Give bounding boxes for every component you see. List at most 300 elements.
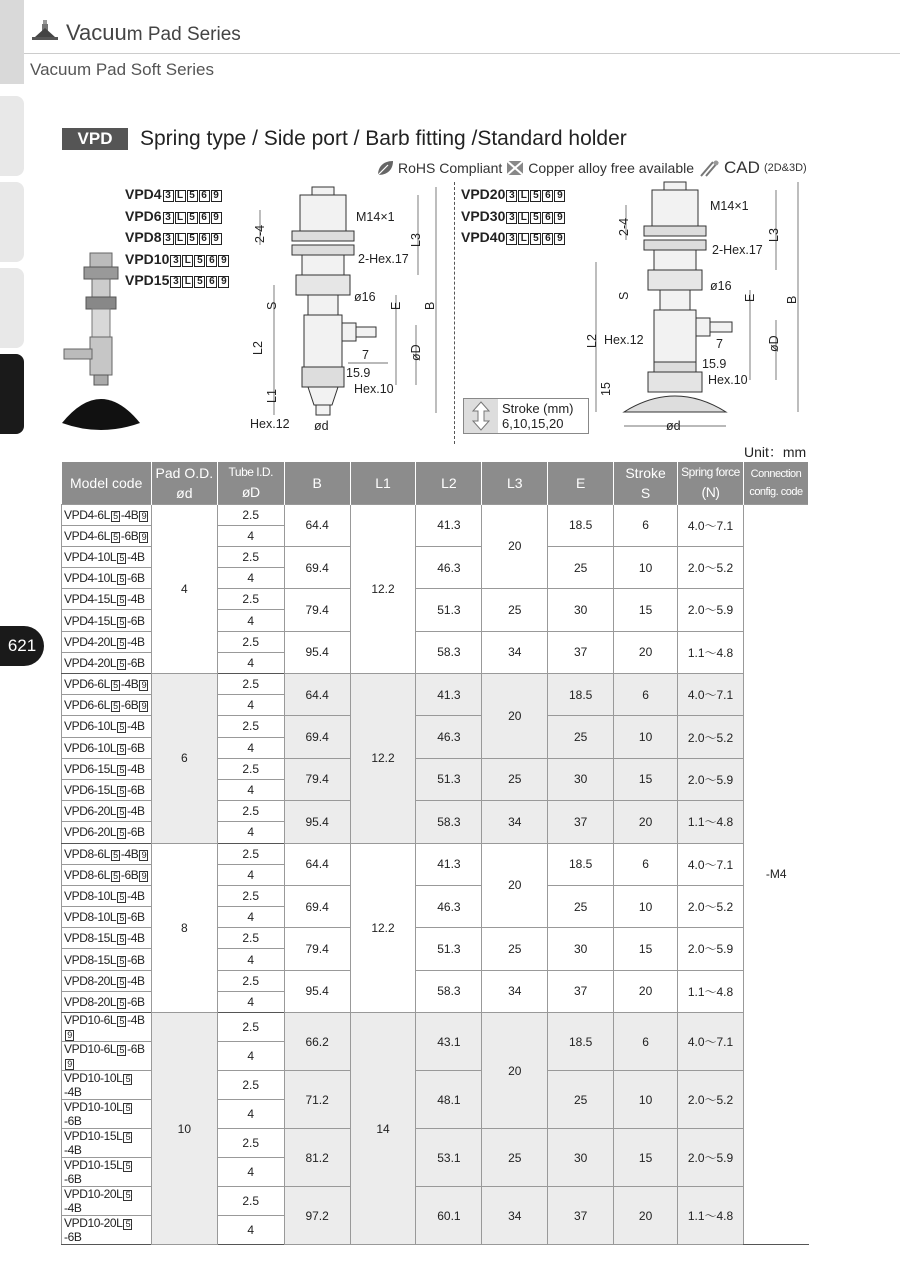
model-code-cell: VPD10-10L 5-4B bbox=[62, 1071, 152, 1100]
l3-cell: 20 bbox=[482, 504, 548, 589]
pad-od-cell: 6 bbox=[151, 674, 217, 844]
table-row bbox=[62, 1013, 809, 1042]
option-box: 5 bbox=[117, 956, 126, 967]
model-code-cell: VPD6-15L 5 -4B bbox=[62, 758, 152, 779]
model-code-cell: VPD8-20L 5 -6B bbox=[62, 991, 152, 1012]
option-box: 9 bbox=[139, 532, 148, 543]
th-tube: Tube I.D. øD bbox=[217, 462, 284, 504]
stroke-cell: 6 bbox=[614, 1013, 678, 1071]
series-title-a: Vacuu bbox=[66, 20, 127, 45]
l1-cell: 12.2 bbox=[350, 504, 416, 674]
option-box: L bbox=[518, 190, 529, 202]
option-box: 3 bbox=[163, 233, 174, 245]
model-code: VPD8 bbox=[125, 229, 162, 245]
option-box: 9 bbox=[218, 276, 229, 288]
option-box: 3 bbox=[506, 212, 517, 224]
spring-force-cell: 2.0～5.9 bbox=[678, 928, 744, 970]
l3-cell: 34 bbox=[482, 631, 548, 673]
e-cell: 18.5 bbox=[548, 504, 614, 546]
dim-s: S bbox=[265, 301, 279, 310]
e-cell: 18.5 bbox=[548, 674, 614, 716]
l3-cell: 34 bbox=[482, 801, 548, 843]
pad-od-cell: 10 bbox=[151, 1013, 217, 1245]
model-code: VPD6 bbox=[125, 207, 162, 224]
tube-id-cell: 4 bbox=[217, 1042, 284, 1071]
tube-id-cell: 4 bbox=[217, 568, 284, 589]
tube-id-cell: 2.5 bbox=[217, 1187, 284, 1216]
option-box: 3 bbox=[170, 255, 181, 267]
spring-force-cell: 4.0～7.1 bbox=[678, 843, 744, 885]
dim-15-9: 15.9 bbox=[346, 366, 371, 380]
option-box: 9 bbox=[139, 850, 148, 861]
spring-force-cell: 2.0～5.2 bbox=[678, 1071, 744, 1129]
option-box: 5 bbox=[117, 1016, 126, 1027]
option-box: 5 bbox=[123, 1103, 132, 1114]
l2-cell: 60.1 bbox=[416, 1187, 482, 1245]
dim-m14: M14×1 bbox=[710, 199, 749, 213]
option-box: 5 bbox=[187, 190, 198, 202]
option-box: 6 bbox=[542, 233, 553, 245]
option-box: 9 bbox=[211, 212, 222, 224]
th-model: Model code bbox=[62, 462, 152, 504]
b-cell: 64.4 bbox=[284, 843, 350, 885]
table-row bbox=[62, 674, 809, 695]
model-code-cell: VPD10-15L 5-4B bbox=[62, 1129, 152, 1158]
option-box: 9 bbox=[554, 212, 565, 224]
tube-id-cell: 4 bbox=[217, 1100, 284, 1129]
pad-od-cell: 4 bbox=[151, 504, 217, 674]
model-code-cell: VPD6-15L 5 -6B bbox=[62, 779, 152, 800]
copper-label: Copper alloy free available bbox=[528, 160, 695, 176]
option-box: 5 bbox=[117, 722, 126, 733]
option-box: 5 bbox=[187, 212, 198, 224]
option-box: 3 bbox=[170, 276, 181, 288]
option-box: 3 bbox=[163, 212, 174, 224]
drawing-right bbox=[585, 180, 810, 435]
dim-dD: øD bbox=[767, 335, 781, 352]
model-line bbox=[125, 184, 229, 206]
b-cell: 79.4 bbox=[284, 589, 350, 631]
model-code-cell: VPD6-6L 5 -6B 9 bbox=[62, 695, 152, 716]
l1-cell: 12.2 bbox=[350, 674, 416, 844]
option-box: 9 bbox=[211, 190, 222, 202]
model-code-cell: VPD10-20L 5-6B bbox=[62, 1216, 152, 1245]
model-code-cell: VPD8-15L 5 -6B bbox=[62, 949, 152, 970]
l2-cell: 41.3 bbox=[416, 843, 482, 885]
option-box: 5 bbox=[111, 871, 120, 882]
e-cell: 18.5 bbox=[548, 843, 614, 885]
model-list-right bbox=[461, 184, 565, 249]
option-box: 5 bbox=[111, 701, 120, 712]
b-cell: 95.4 bbox=[284, 631, 350, 673]
option-box: 5 bbox=[123, 1074, 132, 1085]
dim-7: 7 bbox=[716, 337, 723, 351]
model-code-cell: VPD10-6L 5 -4B9 bbox=[62, 1013, 152, 1042]
tube-id-cell: 4 bbox=[217, 610, 284, 631]
model-code-cell: VPD8-15L 5 -4B bbox=[62, 928, 152, 949]
b-cell: 64.4 bbox=[284, 504, 350, 546]
e-cell: 25 bbox=[548, 546, 614, 588]
model-code-cell: VPD10-20L 5-4B bbox=[62, 1187, 152, 1216]
model-code: VPD40 bbox=[461, 229, 506, 245]
model-code-cell: VPD8-6L 5 -4B 9 bbox=[62, 843, 152, 864]
l2-cell: 51.3 bbox=[416, 928, 482, 970]
tube-id-cell: 2.5 bbox=[217, 843, 284, 864]
option-box: 5 bbox=[111, 850, 120, 861]
e-cell: 25 bbox=[548, 1071, 614, 1129]
page-number: 621 bbox=[0, 626, 44, 666]
tube-id-cell: 2.5 bbox=[217, 801, 284, 822]
stroke-arrow-icon bbox=[464, 399, 498, 433]
model-line bbox=[461, 184, 565, 206]
product-photo bbox=[54, 245, 144, 435]
b-cell: 97.2 bbox=[284, 1187, 350, 1245]
l2-cell: 51.3 bbox=[416, 589, 482, 631]
e-cell: 30 bbox=[548, 928, 614, 970]
tube-id-cell: 4 bbox=[217, 525, 284, 546]
stroke-cell: 20 bbox=[614, 1187, 678, 1245]
stroke-cell: 10 bbox=[614, 716, 678, 758]
series-title bbox=[30, 20, 241, 46]
tube-id-cell: 2.5 bbox=[217, 589, 284, 610]
th-l2: L2 bbox=[416, 462, 482, 504]
option-box: 6 bbox=[542, 190, 553, 202]
option-box: 9 bbox=[554, 190, 565, 202]
vacuum-pad-icon bbox=[30, 20, 60, 46]
spring-force-cell: 4.0～7.1 bbox=[678, 674, 744, 716]
option-box: 5 bbox=[194, 276, 205, 288]
model-code: VPD4 bbox=[125, 186, 162, 202]
spring-force-cell: 1.1～4.8 bbox=[678, 1187, 744, 1245]
tube-id-cell: 2.5 bbox=[217, 885, 284, 906]
dim-d: ød bbox=[314, 419, 329, 433]
model-code-cell: VPD4-10L 5 -4B bbox=[62, 546, 152, 567]
tube-id-cell: 2.5 bbox=[217, 504, 284, 525]
model-line bbox=[461, 227, 565, 249]
side-tab-2[interactable] bbox=[0, 182, 24, 262]
b-cell: 95.4 bbox=[284, 801, 350, 843]
dim-b: B bbox=[785, 295, 799, 304]
option-box: L bbox=[518, 233, 529, 245]
spring-force-cell: 2.0～5.2 bbox=[678, 885, 744, 927]
stroke-label: Stroke (mm) bbox=[502, 401, 574, 416]
tube-id-cell: 2.5 bbox=[217, 1071, 284, 1100]
connection-cell: -M4 bbox=[743, 504, 808, 1245]
stroke-cell: 10 bbox=[614, 546, 678, 588]
l2-cell: 48.1 bbox=[416, 1071, 482, 1129]
drawing-left bbox=[248, 185, 448, 435]
tube-id-cell: 2.5 bbox=[217, 1013, 284, 1042]
b-cell: 64.4 bbox=[284, 674, 350, 716]
option-box: 3 bbox=[506, 233, 517, 245]
option-box: 5 bbox=[117, 977, 126, 988]
b-cell: 71.2 bbox=[284, 1071, 350, 1129]
tube-id-cell: 2.5 bbox=[217, 631, 284, 652]
option-box: 3 bbox=[163, 190, 174, 202]
model-code-cell: VPD4-20L 5 -4B bbox=[62, 631, 152, 652]
e-cell: 37 bbox=[548, 631, 614, 673]
stroke-cell: 15 bbox=[614, 1129, 678, 1187]
l3-cell: 20 bbox=[482, 843, 548, 928]
spring-force-cell: 2.0～5.2 bbox=[678, 546, 744, 588]
l3-cell: 20 bbox=[482, 1013, 548, 1129]
option-box: L bbox=[518, 212, 529, 224]
dim-2-4: 2-4 bbox=[617, 217, 631, 236]
option-box: 6 bbox=[199, 190, 210, 202]
b-cell: 66.2 bbox=[284, 1013, 350, 1071]
option-box: 5 bbox=[117, 998, 126, 1009]
option-box: 6 bbox=[206, 276, 217, 288]
option-box: 5 bbox=[530, 212, 541, 224]
copper-free-icon bbox=[506, 160, 524, 176]
tube-id-cell: 2.5 bbox=[217, 970, 284, 991]
option-box: L bbox=[175, 212, 186, 224]
option-box: 5 bbox=[117, 913, 126, 924]
stroke-cell: 6 bbox=[614, 843, 678, 885]
option-box: 5 bbox=[117, 1045, 126, 1056]
model-code-cell: VPD8-10L 5 -6B bbox=[62, 907, 152, 928]
model-code-cell: VPD6-20L 5 -6B bbox=[62, 822, 152, 843]
option-box: 5 bbox=[530, 233, 541, 245]
b-cell: 69.4 bbox=[284, 546, 350, 588]
option-box: 6 bbox=[206, 255, 217, 267]
stroke-cell: 6 bbox=[614, 674, 678, 716]
rohs-label: RoHS Compliant bbox=[398, 160, 503, 176]
stroke-cell: 15 bbox=[614, 928, 678, 970]
e-cell: 37 bbox=[548, 1187, 614, 1245]
model-code-cell: VPD8-6L 5 -6B 9 bbox=[62, 864, 152, 885]
th-e: E bbox=[548, 462, 614, 504]
option-box: 5 bbox=[123, 1161, 132, 1172]
dim-7: 7 bbox=[362, 348, 369, 362]
option-box: 5 bbox=[117, 807, 126, 818]
model-code-cell: VPD4-6L 5 -6B 9 bbox=[62, 525, 152, 546]
e-cell: 30 bbox=[548, 1129, 614, 1187]
option-box: 5 bbox=[117, 595, 126, 606]
option-box: 6 bbox=[199, 233, 210, 245]
option-box: 9 bbox=[139, 680, 148, 691]
l3-cell: 25 bbox=[482, 758, 548, 800]
e-cell: 30 bbox=[548, 758, 614, 800]
l2-cell: 46.3 bbox=[416, 885, 482, 927]
l2-cell: 51.3 bbox=[416, 758, 482, 800]
spring-force-cell: 2.0～5.9 bbox=[678, 1129, 744, 1187]
option-box: 5 bbox=[530, 190, 541, 202]
th-l1: L1 bbox=[350, 462, 416, 504]
model-code-cell: VPD6-10L 5 -4B bbox=[62, 716, 152, 737]
stroke-cell: 20 bbox=[614, 970, 678, 1012]
dim-hex10: Hex.10 bbox=[708, 373, 748, 387]
spring-force-cell: 2.0～5.9 bbox=[678, 589, 744, 631]
cad-note: (2D&3D) bbox=[763, 162, 807, 174]
spring-force-cell: 2.0～5.2 bbox=[678, 716, 744, 758]
spring-force-cell: 2.0～5.9 bbox=[678, 758, 744, 800]
tube-id-cell: 4 bbox=[217, 652, 284, 673]
product-badge: VPD bbox=[62, 128, 128, 150]
dim-d16: ø16 bbox=[710, 279, 732, 293]
l2-cell: 58.3 bbox=[416, 970, 482, 1012]
model-code-cell: VPD8-20L 5 -4B bbox=[62, 970, 152, 991]
tube-id-cell: 2.5 bbox=[217, 928, 284, 949]
option-box: 5 bbox=[117, 574, 126, 585]
dim-s: S bbox=[617, 291, 631, 300]
option-box: 9 bbox=[139, 871, 148, 882]
l3-cell: 20 bbox=[482, 674, 548, 759]
l2-cell: 43.1 bbox=[416, 1013, 482, 1071]
stroke-cell: 15 bbox=[614, 758, 678, 800]
spring-force-cell: 4.0～7.1 bbox=[678, 1013, 744, 1071]
table-row bbox=[62, 843, 809, 864]
table-row bbox=[62, 504, 809, 525]
option-box: 5 bbox=[123, 1190, 132, 1201]
tube-id-cell: 4 bbox=[217, 1158, 284, 1187]
spring-force-cell: 4.0～7.1 bbox=[678, 504, 744, 546]
option-box: 5 bbox=[117, 659, 126, 670]
model-code-cell: VPD4-6L 5 -4B 9 bbox=[62, 504, 152, 525]
tube-id-cell: 4 bbox=[217, 695, 284, 716]
dim-hex17: 2-Hex.17 bbox=[358, 252, 409, 266]
dim-l1: L1 bbox=[265, 389, 279, 403]
option-box: 5 bbox=[117, 744, 126, 755]
option-box: 5 bbox=[117, 892, 126, 903]
dim-l2: L2 bbox=[585, 334, 599, 348]
model-code-cell: VPD10-15L 5-6B bbox=[62, 1158, 152, 1187]
dim-hex12: Hex.12 bbox=[604, 333, 644, 347]
e-cell: 25 bbox=[548, 885, 614, 927]
b-cell: 81.2 bbox=[284, 1129, 350, 1187]
l1-cell: 14 bbox=[350, 1013, 416, 1245]
dim-d16: ø16 bbox=[354, 290, 376, 304]
option-box: L bbox=[175, 190, 186, 202]
tube-id-cell: 4 bbox=[217, 822, 284, 843]
option-box: 9 bbox=[218, 255, 229, 267]
tube-id-cell: 2.5 bbox=[217, 716, 284, 737]
stroke-cell: 6 bbox=[614, 504, 678, 546]
stroke-cell: 10 bbox=[614, 1071, 678, 1129]
cad-label: CAD bbox=[724, 158, 760, 177]
tube-id-cell: 4 bbox=[217, 991, 284, 1012]
e-cell: 37 bbox=[548, 970, 614, 1012]
l2-cell: 46.3 bbox=[416, 716, 482, 758]
model-code-cell: VPD10-6L 5 -6B9 bbox=[62, 1042, 152, 1071]
th-pad: Pad O.D. ød bbox=[151, 462, 217, 504]
option-box: 6 bbox=[199, 212, 210, 224]
e-cell: 25 bbox=[548, 716, 614, 758]
side-tab-active[interactable] bbox=[0, 354, 24, 434]
e-cell: 30 bbox=[548, 589, 614, 631]
option-box: 5 bbox=[117, 934, 126, 945]
option-box: 5 bbox=[187, 233, 198, 245]
side-tab-3[interactable] bbox=[0, 268, 24, 348]
tube-id-cell: 4 bbox=[217, 864, 284, 885]
dim-e: E bbox=[743, 293, 757, 302]
l2-cell: 46.3 bbox=[416, 546, 482, 588]
e-cell: 18.5 bbox=[548, 1013, 614, 1071]
tube-id-cell: 2.5 bbox=[217, 1129, 284, 1158]
leaf-icon bbox=[376, 160, 394, 176]
series-subtitle: Vacuum Pad Soft Series bbox=[30, 60, 214, 79]
dim-15: 15 bbox=[599, 382, 613, 396]
tube-id-cell: 2.5 bbox=[217, 674, 284, 695]
model-code: VPD15 bbox=[125, 272, 170, 288]
model-code-cell: VPD4-20L 5 -6B bbox=[62, 652, 152, 673]
spring-force-cell: 1.1～4.8 bbox=[678, 970, 744, 1012]
option-box: 6 bbox=[542, 212, 553, 224]
spring-force-cell: 1.1～4.8 bbox=[678, 631, 744, 673]
th-spring: Spring force (N) bbox=[678, 462, 744, 504]
model-line bbox=[461, 206, 565, 228]
unit-label: Unit：mm bbox=[744, 444, 807, 460]
tube-id-cell: 4 bbox=[217, 737, 284, 758]
option-box: L bbox=[175, 233, 186, 245]
l2-cell: 53.1 bbox=[416, 1129, 482, 1187]
option-box: 5 bbox=[117, 786, 126, 797]
pad-od-cell: 8 bbox=[151, 843, 217, 1013]
l2-cell: 58.3 bbox=[416, 631, 482, 673]
model-line bbox=[125, 206, 229, 228]
spring-force-cell: 1.1～4.8 bbox=[678, 801, 744, 843]
dim-dD: øD bbox=[409, 344, 423, 361]
option-box: L bbox=[182, 276, 193, 288]
model-code: VPD10 bbox=[125, 250, 170, 267]
model-code: VPD20 bbox=[461, 186, 506, 202]
b-cell: 79.4 bbox=[284, 758, 350, 800]
model-code-cell: VPD4-15L 5 -6B bbox=[62, 610, 152, 631]
dim-hex17: 2-Hex.17 bbox=[712, 243, 763, 257]
option-box: 9 bbox=[139, 511, 148, 522]
stroke-cell: 20 bbox=[614, 631, 678, 673]
dim-15-9: 15.9 bbox=[702, 357, 727, 371]
tube-id-cell: 4 bbox=[217, 949, 284, 970]
spec-table bbox=[61, 462, 809, 1245]
option-box: 5 bbox=[117, 617, 126, 628]
dim-l3: L3 bbox=[409, 233, 423, 247]
model-code: VPD30 bbox=[461, 207, 506, 224]
model-code-cell: VPD6-20L 5 -4B bbox=[62, 801, 152, 822]
dim-2-4: 2-4 bbox=[253, 224, 267, 243]
option-box: 5 bbox=[123, 1132, 132, 1143]
b-cell: 69.4 bbox=[284, 885, 350, 927]
l3-cell: 25 bbox=[482, 1129, 548, 1187]
option-box: L bbox=[182, 255, 193, 267]
header-divider bbox=[24, 53, 900, 54]
option-box: 3 bbox=[506, 190, 517, 202]
series-title-b: m Pad Series bbox=[126, 24, 241, 45]
option-box: 5 bbox=[111, 680, 120, 691]
dim-l2: L2 bbox=[251, 341, 265, 355]
side-tab-1[interactable] bbox=[0, 96, 24, 176]
model-code-cell: VPD8-10L 5 -4B bbox=[62, 885, 152, 906]
dim-b: B bbox=[423, 301, 437, 310]
drawing-divider bbox=[454, 182, 455, 444]
model-code-cell: VPD6-10L 5 -6B bbox=[62, 737, 152, 758]
option-box: 5 bbox=[117, 765, 126, 776]
l2-cell: 41.3 bbox=[416, 504, 482, 546]
b-cell: 79.4 bbox=[284, 928, 350, 970]
th-l3: L3 bbox=[482, 462, 548, 504]
dim-hex10: Hex.10 bbox=[354, 382, 394, 396]
model-code-cell: VPD4-15L 5 -4B bbox=[62, 589, 152, 610]
e-cell: 37 bbox=[548, 801, 614, 843]
b-cell: 69.4 bbox=[284, 716, 350, 758]
dim-m14: M14×1 bbox=[356, 210, 395, 224]
feature-badges bbox=[376, 158, 807, 178]
stroke-cell: 20 bbox=[614, 801, 678, 843]
l3-cell: 25 bbox=[482, 928, 548, 970]
th-stroke: Stroke S bbox=[614, 462, 678, 504]
model-code-cell: VPD4-10L 5 -6B bbox=[62, 568, 152, 589]
stroke-values: 6,10,15,20 bbox=[502, 416, 564, 431]
